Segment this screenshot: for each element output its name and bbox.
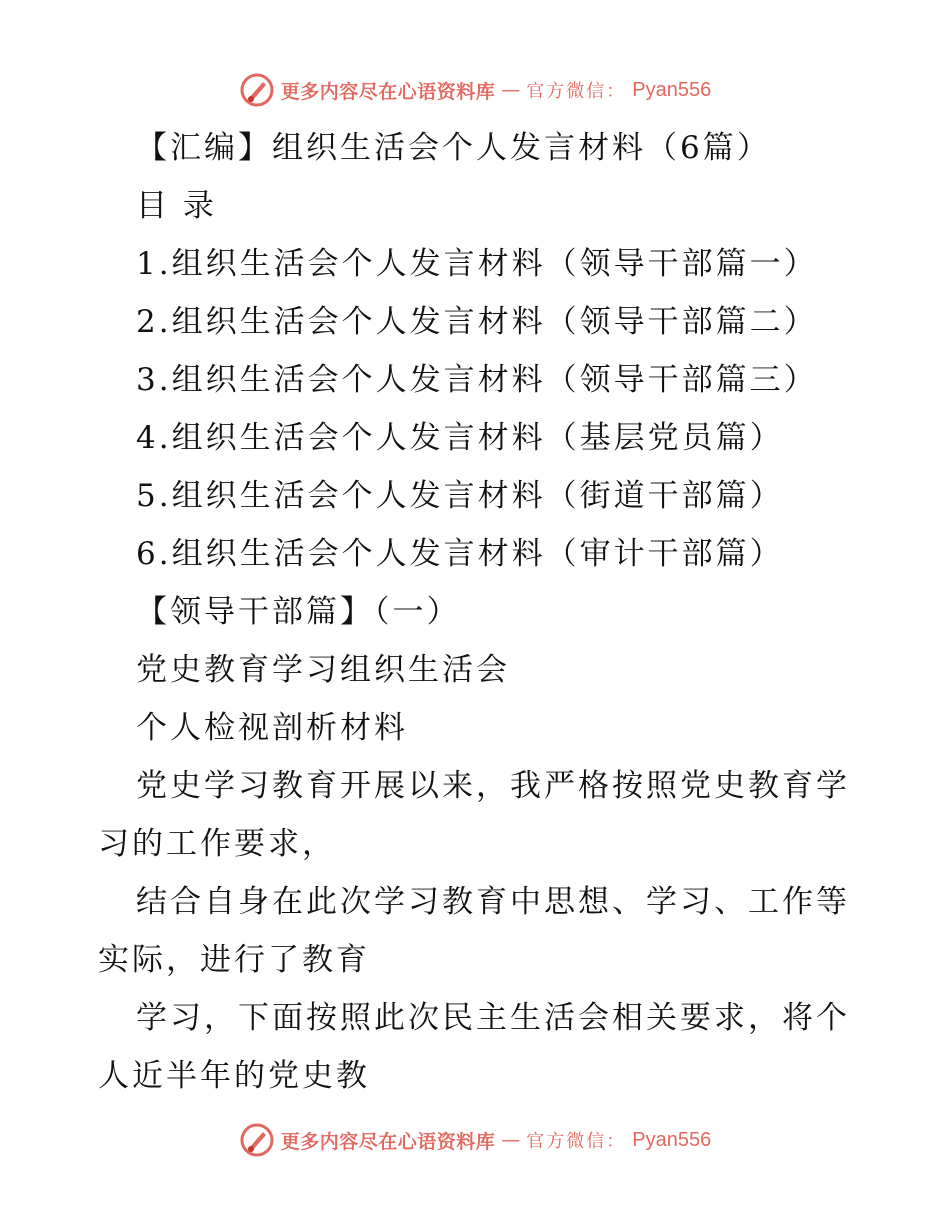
document-title: 【汇编】组织生活会个人发言材料（6篇） [136, 130, 771, 166]
toc-item: 6.组织生活会个人发言材料（审计干部篇） [136, 536, 784, 572]
paragraph-line: 结合自身在此次学习教育中思想、学习、工作等 [136, 884, 850, 920]
toc-item: 2.组织生活会个人发言材料（领导干部篇二） [136, 304, 818, 340]
toc-item: 4.组织生活会个人发言材料（基层党员篇） [136, 420, 784, 456]
toc-heading: 目 录 [136, 188, 217, 224]
brand-logo-icon [239, 1122, 275, 1158]
paragraph-line: 人近半年的党史教 [98, 1058, 370, 1094]
paragraph-line: 学习，下面按照此次民主生活会相关要求，将个 [136, 1000, 850, 1036]
toc-item: 1.组织生活会个人发言材料（领导干部篇一） [136, 246, 818, 282]
banner-separator: — [501, 1129, 521, 1151]
banner-text: 更多内容尽在心语资料库 [280, 1130, 496, 1153]
banner-wechat-label: 官方微信： [526, 81, 627, 102]
toc-item: 3.组织生活会个人发言材料（领导干部篇三） [136, 362, 818, 398]
banner-wechat-label: 官方微信： [526, 1131, 627, 1152]
header-banner [0, 70, 950, 110]
subtitle-line-1: 党史教育学习组织生活会 [136, 652, 510, 688]
banner-text: 更多内容尽在心语资料库 [280, 80, 496, 103]
subtitle-line-2: 个人检视剖析材料 [136, 710, 408, 746]
banner-wechat-id: Pyan556 [632, 1128, 712, 1151]
toc-item: 5.组织生活会个人发言材料（街道干部篇） [136, 478, 784, 514]
footer-banner [0, 1120, 950, 1160]
banner-separator: — [501, 79, 521, 101]
banner-wechat-id: Pyan556 [632, 78, 712, 101]
paragraph-line: 习的工作要求， [98, 826, 336, 862]
paragraph-line: 党史学习教育开展以来，我严格按照党史教育学 [136, 768, 850, 804]
section-heading: 【领导干部篇】（一） [136, 594, 461, 630]
paragraph-line: 实际，进行了教育 [98, 942, 370, 978]
brand-logo-icon [239, 72, 275, 108]
